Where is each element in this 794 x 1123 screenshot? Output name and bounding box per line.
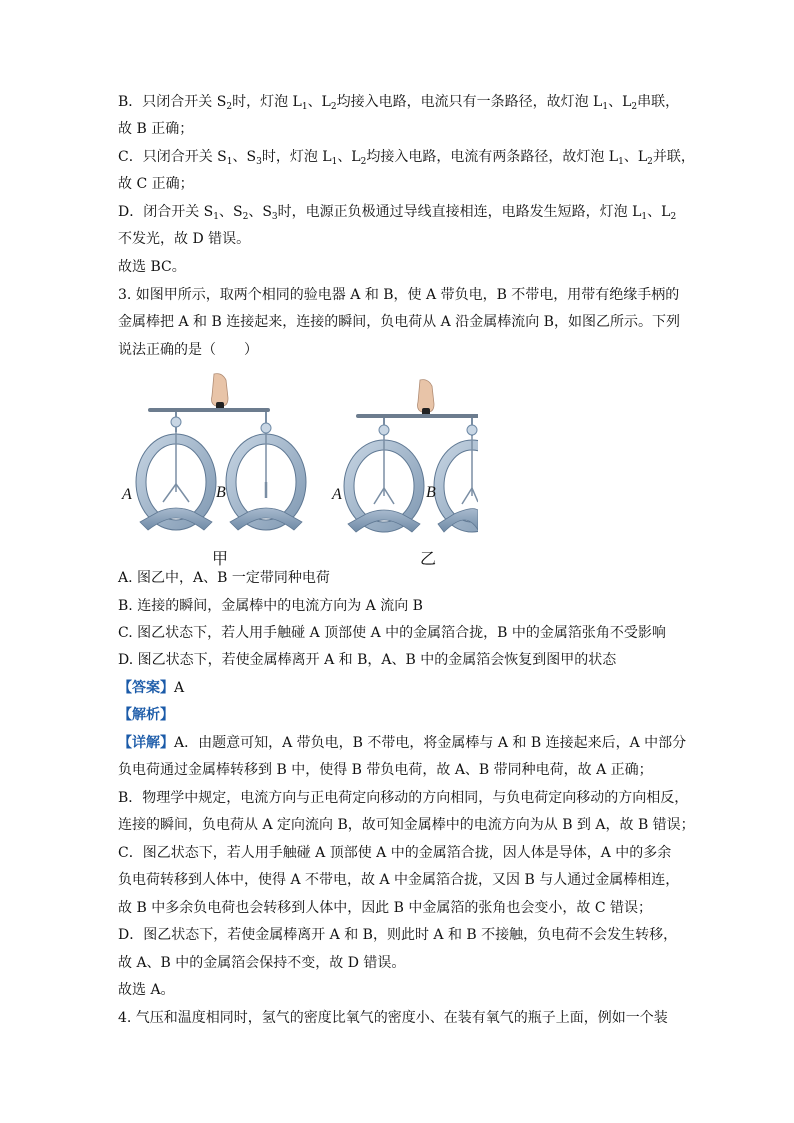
answer-tag: 【答案】 [118,680,174,696]
choice-line: 故选 BC。 [118,259,186,275]
analysis-line-b: B．只闭合开关 $S_2$时，灯泡 $L_1$、$L_2$均接入电路，电流只有一条路径，故灯泡 $L_1$、$L_2$串联， [118,94,680,112]
detail-line-2: 负电荷通过金属棒转移到 B 中，使得 B 带负电荷，故 A、B 带同种电荷，故 A 正确； [118,762,653,778]
question-3-line-2: 金属棒把 A 和 B 连接起来，连接的瞬间，负电荷从 A 沿金属棒流向 B，如图乙所示。下列 [118,314,680,330]
option-c: C. 图乙状态下，若人用手触碰 A 顶部使 A 中的金属箔合拢，B 中的金属箔张角不受影响 [118,625,666,641]
analysis-line-d: D．闭合开关 $S_1$、$S_2$、$S_3$时，电源正负极通过导线直接相连，电路发生短路，灯泡 $L_1$、$L_2$ [118,204,677,222]
detail-line-4: 连接的瞬间，负电荷从 A 定向流向 B，故可知金属棒中的电流方向为从 B 到 A，故 B 错误； [118,817,695,833]
label-b-right: B [426,484,436,501]
question-3-line-3: 说法正确的是（ ） [118,342,258,358]
option-d: D. 图乙状态下，若使金属棒离开 A 和 B，A、B 中的金属箔会恢复到图甲的状态 [118,652,617,668]
answer-line [118,678,184,698]
label-a-left: A [122,486,132,503]
detail-line-3: B．物理学中规定，电流方向与正电荷定向移动的方向相同，与负电荷定向移动的方向相反， [118,790,689,806]
answer-value: A [174,680,185,696]
analysis-line-c-cont: 故 C 正确； [118,176,194,192]
analysis-heading [118,705,174,725]
detail-line-1: 【详解】A．由题意可知，A 带负电，B 不带电，将金属棒与 A 和 B 连接起来后，A 中部分 [118,735,687,751]
analysis-tag: 【解析】 [118,707,174,723]
option-a: A. 图乙中，A、B 一定带同种电荷 [118,570,330,586]
label-b-left: B [216,484,226,501]
question-4-line-1: 4. 气压和温度相同时，氢气的密度比氧气的密度小、在装有氧气的瓶子上面，例如一个装 [118,1010,668,1026]
figure-yi [344,380,478,532]
detail-tag: 【详解】 [118,735,174,751]
detail-line-7: 故 B 中多余负电荷也会转移到人体中，因此 B 中金属箔的张角也会变小，故 C 错误； [118,900,652,916]
detail-line-5: C．图乙状态下，若人用手触碰 A 顶部使 A 中的金属箔合拢，因人体是导体，A 中的多余 [118,845,672,861]
analysis-line-d-cont: 不发光，故 D 错误。 [118,231,251,247]
figure-jia [136,374,306,530]
detail-line-8: D．图乙状态下，若使金属棒离开 A 和 B，则此时 A 和 B 不接触，负电荷不会发生转移， [118,927,678,943]
electroscope-illustration [118,372,478,572]
analysis-line-b-cont: 故 B 正确； [118,121,194,137]
caption-jia: 甲 [212,549,229,568]
detail-line-6: 负电荷转移到人体中，使得 A 不带电，故 A 中金属箔合拢，又因 B 与人通过金属棒相连， [118,872,680,888]
question-3-line-1: 3. 如图甲所示，取两个相同的验电器 A 和 B，使 A 带负电，B 不带电，用带有绝缘手柄的 [118,287,680,303]
option-b: B. 连接的瞬间，金属棒中的电流方向为 A 流向 B [118,598,423,614]
caption-yi: 乙 [420,549,437,568]
analysis-line-c: C．只闭合开关 $S_1$、$S_3$时，灯泡 $L_1$、$L_2$均接入电路，电流有两条路径，故灯泡 $L_1$、$L_2$并联， [118,149,695,167]
detail-line-9: 故 A、B 中的金属箔会保持不变，故 D 错误。 [118,955,406,971]
detail-line-10: 故选 A。 [118,982,175,998]
label-a-right: A [332,486,342,503]
electroscope-figure [118,372,478,572]
